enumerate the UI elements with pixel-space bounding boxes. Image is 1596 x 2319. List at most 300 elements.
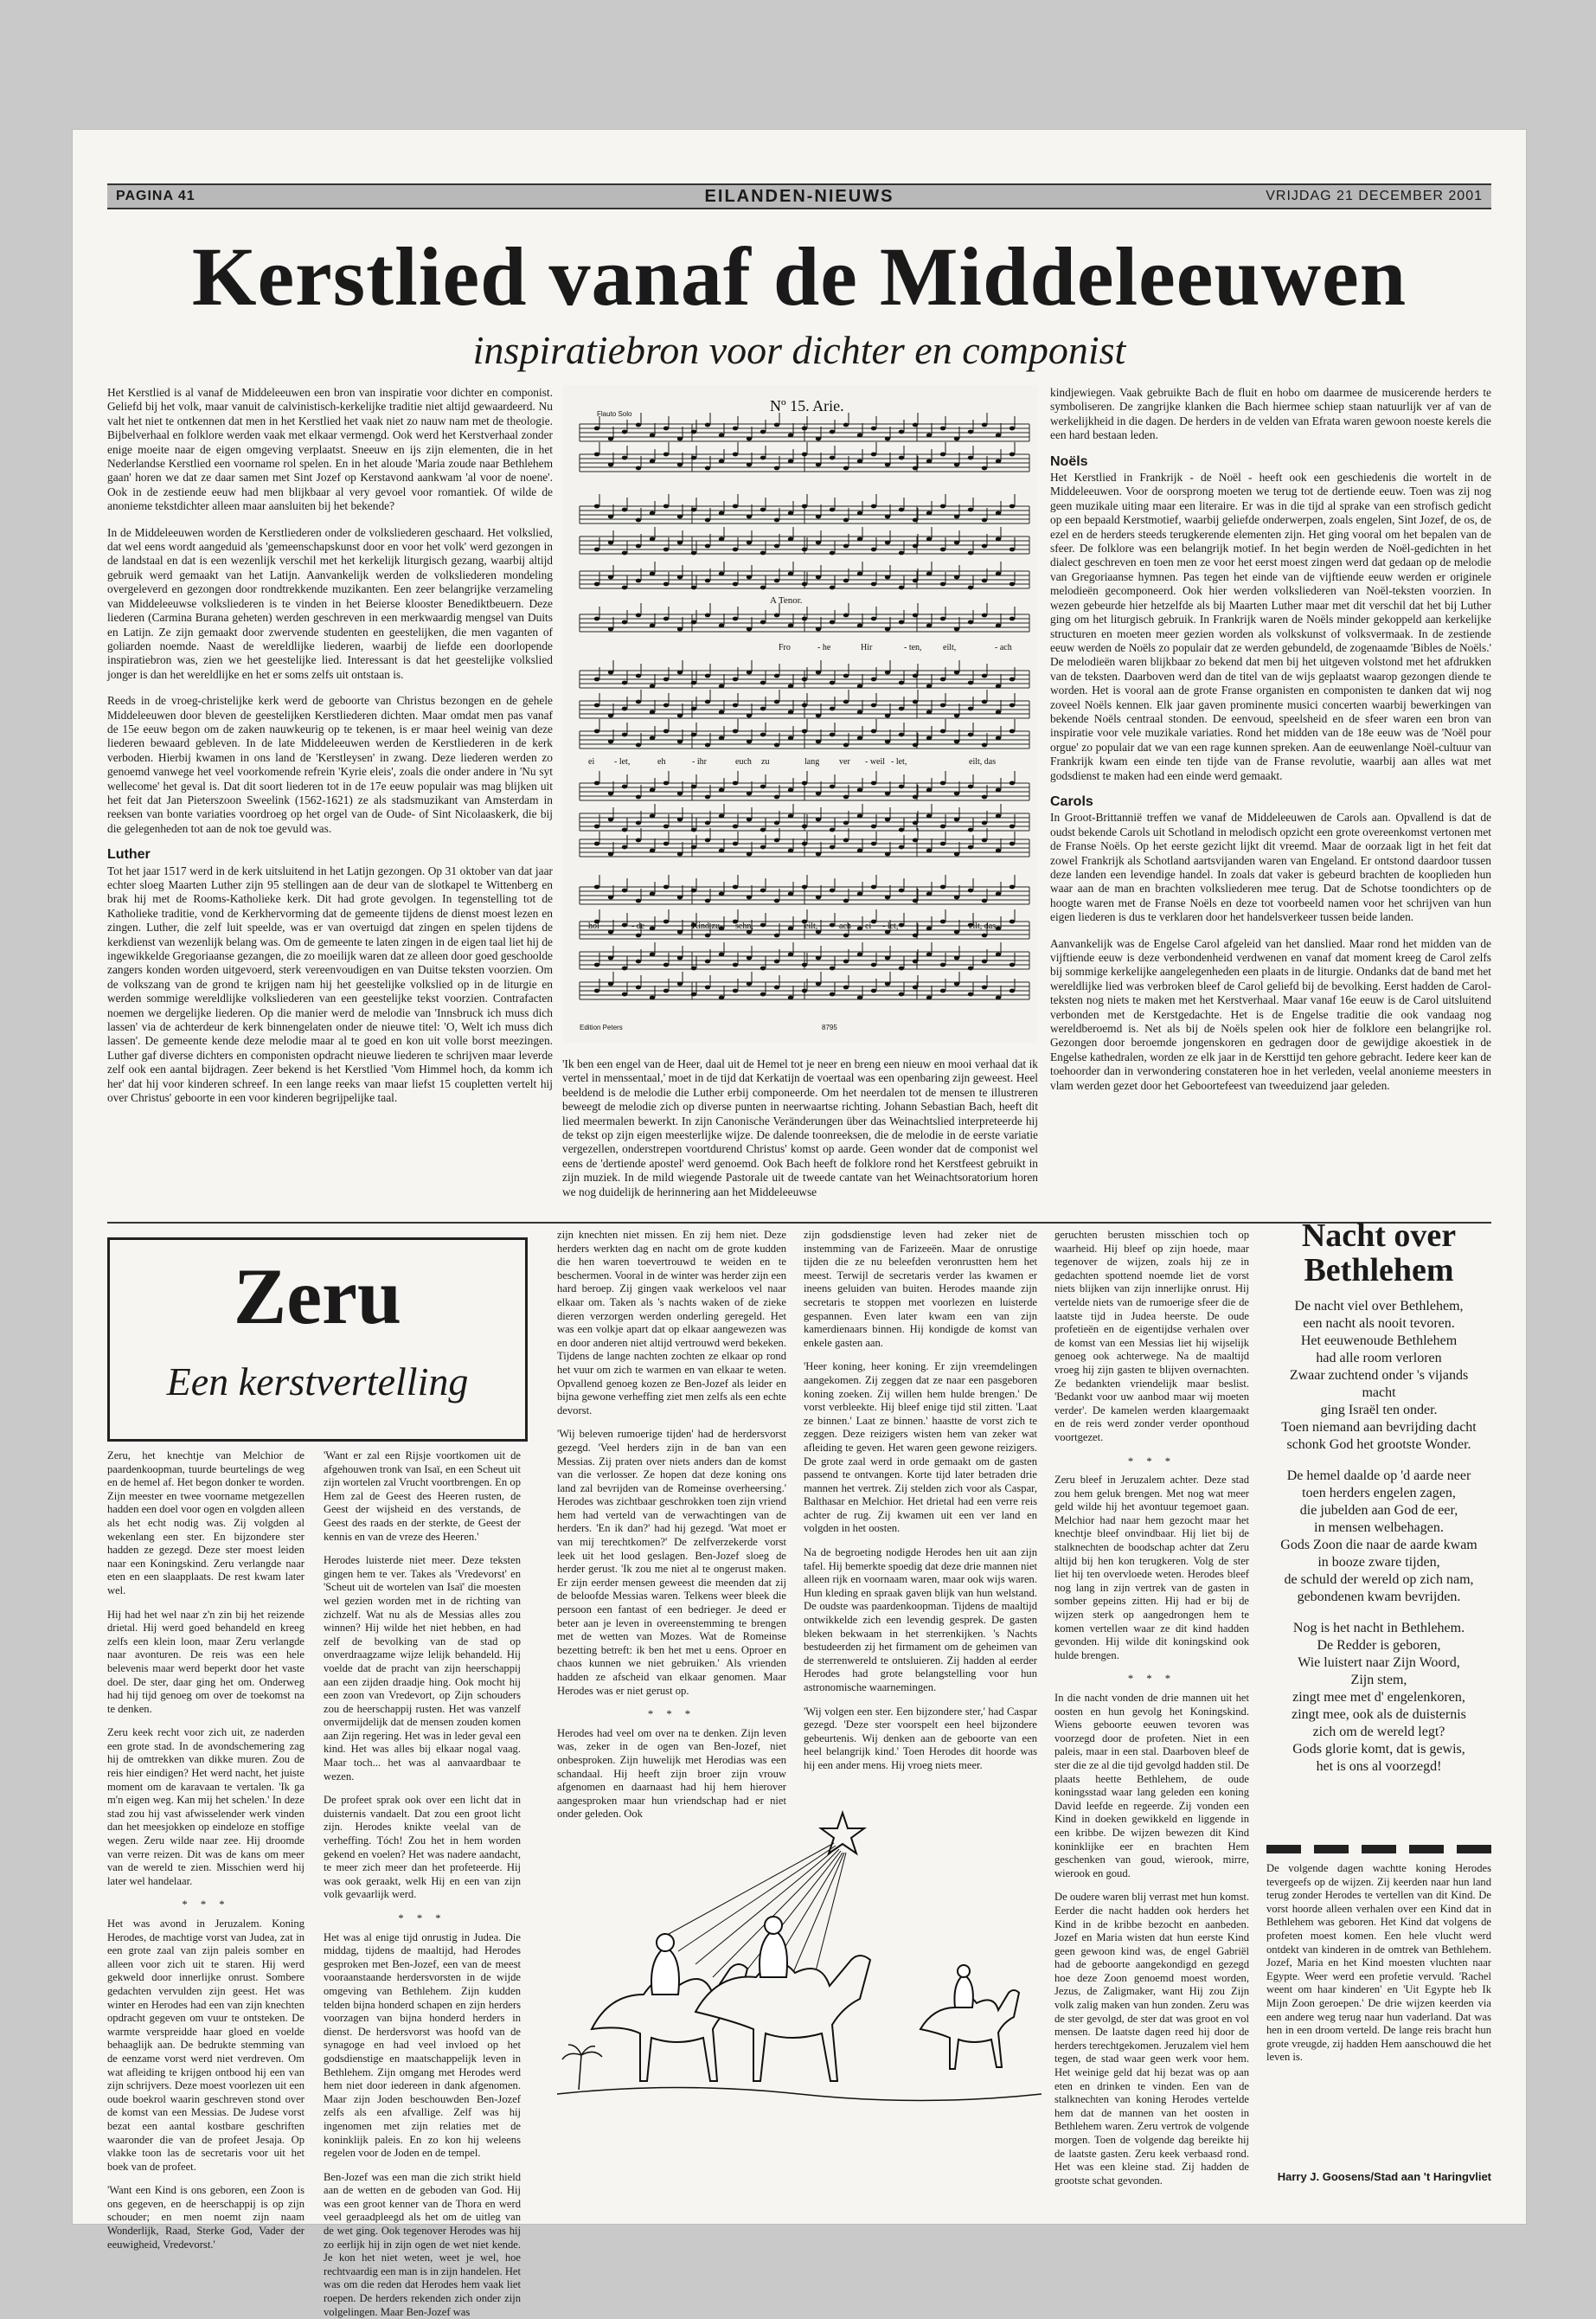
note-head <box>843 899 849 903</box>
note-head <box>968 707 973 711</box>
note-head <box>1010 842 1015 846</box>
newspaper-page <box>73 130 1526 2318</box>
note-head <box>968 681 973 685</box>
note-head <box>982 466 987 471</box>
note-head <box>830 681 835 685</box>
note-head <box>677 740 683 744</box>
note-head <box>691 456 696 460</box>
note-head <box>954 896 959 900</box>
note-head <box>802 548 807 552</box>
note-head <box>802 504 807 509</box>
note-head <box>760 681 766 685</box>
note-head <box>636 986 641 990</box>
note-head <box>1010 617 1015 621</box>
note-head <box>622 681 627 685</box>
note-head <box>663 885 669 890</box>
note-head <box>788 892 793 896</box>
note-head <box>774 795 779 800</box>
score-lyric: ver <box>839 757 850 767</box>
note-head <box>691 967 696 971</box>
note-head <box>608 740 613 744</box>
note-head <box>982 743 987 748</box>
note-head <box>843 795 849 800</box>
story-paragraph: Ben-Jozef was een man die zich strikt hield aan de wetten en de geboden van God. Hij was een groot kenner van de Thora en werd veel geraadpleegd als het om de uitleg van de wet ging. Ook tegenover Herodes was hij zo eerlijk hij in zijn ogen de wet niet kende. Je kon het niet weten, weet je wel, hoe rechtvaardig een man is in zijn handelen. Het was om die reden dat Herodes hem vaak liet roepen. De herders rekenden zich onder zijn volgelingen. Maar Ben-Jozef was <box>324 2170 521 2318</box>
article-paragraph: In Groot-Brittannië treffen we vanaf de Middeleeuwen de Carols aan. Opvallend is dat de oudst bekende Carols uit Schotland in melodisch opzicht een grote overeenkomst vertonen met de Franse Noëls. Op het eerste gezicht lijkt dit vreemd. Maar de oorzaak ligt in het feit dat zowel Frankrijk als Schotland aartsvijanden waren van Engeland. Er ontstond daardoor tussen deze landen een levendige handel. In zoals dat vaker is gebeurd brachten de kooplieden hun waar aan de man en brachten volksliederen mee terug. Dat de Schotse toondichters op de hoogte waren met de Franse Noëls en deze tot voorbeeld namen voor het schrijven van hun eigen liederen is dus te verklaren door het handelsverkeer tussen beide landen. <box>1050 811 1491 924</box>
page-date: VRIJDAG 21 DECEMBER 2001 <box>1266 189 1483 203</box>
note-head <box>774 518 779 523</box>
music-score-figure <box>562 385 1038 1043</box>
story-paragraph: De volgende dagen wachtte koning Herodes tevergeefs op de wijzen. Zij keerden naar hun land terug zonder Herodes te vertellen van dit Kind. De vorst hoorde alleen verhalen over een Kind dat in Bethlehem was geboren. Het Kind dat volgens de profeten moest komen. Een hele vlucht werd ontdekt van kinderen in de omtrek van Bethlehem. Jozef, Maria en het Kind moesten vluchten naar Egypte. Weer werd een profetie vervuld. 'Rachel weent om haar kinderen' en 'Uit Egypte heb Ik Mijn Zoon geroepen.' De drie wijzen keerden via een andere weg terug naar hun vaderland. Dat was hen in een droom verteld. De lange reis bracht hun grote vreugde, zij hadden Hem aanschouwd die het leven is. <box>1266 1862 1491 2064</box>
note-head <box>691 992 696 997</box>
note-head <box>705 743 710 748</box>
note-head <box>650 849 655 853</box>
score-lyric: eh <box>657 757 666 767</box>
note-head <box>636 674 641 678</box>
note-head <box>622 456 627 460</box>
note-head <box>885 671 890 675</box>
note-head <box>954 792 959 796</box>
note-head <box>830 620 835 625</box>
note-head <box>899 551 904 556</box>
note-head <box>705 613 710 618</box>
note-head <box>899 992 904 997</box>
note-head <box>636 934 641 938</box>
note-head <box>594 825 599 829</box>
note-head <box>954 541 959 545</box>
note-head <box>885 463 890 467</box>
note-head <box>830 551 835 556</box>
note-head <box>899 707 904 711</box>
note-head <box>636 899 641 903</box>
note-head <box>996 927 1001 931</box>
note-head <box>830 967 835 971</box>
note-head <box>760 889 766 893</box>
note-head <box>691 785 696 789</box>
note-head <box>747 818 752 822</box>
note-head <box>996 710 1001 715</box>
note-head <box>816 896 821 900</box>
note-head <box>843 838 849 843</box>
score-lyric: Fro <box>779 643 791 652</box>
note-head <box>608 792 613 796</box>
note-head <box>940 885 945 890</box>
note-head <box>982 986 987 990</box>
note-head <box>650 953 655 957</box>
note-head <box>802 703 807 708</box>
article-subtitle: inspiratiebron voor dichter en componist <box>472 328 1126 372</box>
note-head <box>926 572 932 576</box>
note-head <box>636 700 641 704</box>
note-head <box>885 818 890 822</box>
note-head <box>940 729 945 734</box>
note-head <box>608 463 613 467</box>
note-head <box>982 544 987 549</box>
note-head <box>843 960 849 964</box>
note-head <box>636 518 641 523</box>
score-lyric: - let, <box>891 757 907 767</box>
note-head <box>816 852 821 857</box>
story-paragraph: De oudere waren blij verrast met hun komst. Eerder die nacht hadden ook herders het Kind in de kribbe bezocht en aanbeden. Jozef en Maria wisten dat hun eerste Kind geen gewoon kind was, de engel Gabriël had de geboorte aangekondigd en gezegd hoe deze Zoon genoemd moest worden, Jezus, de Zaligmaker, want Hij zou Zijn volk zalig maken van hun zonden. Zeru was de ster gevolgd, de ster dat was groot en vol mensen. De laatste dagen reed hij door de herders terechtgekomen. Jeruzalem viel hem tegen, de stad waar geen werk voor hem. Het weinige geld dat hij bezat was op aan eten en drinken te vinden. Een van de stalknechten van koning Herodes vertelde hem dat de mannen van het oosten in Bethlehem waren. Zeru vertrok de volgende morgen. Toen de volgende dag bereikte hij de laatste gasten. Zeru keek verbaasd rond. Het was een kleine stad. Zij hadden de grootste schat gevonden. <box>1054 1891 1249 2187</box>
article-paragraph: kindjewiegen. Vaak gebruikte Bach de fluit en hobo om daarmee de musicerende herders te symboliseren. De zangrijke klanken die Bach hiermee schiep staan natuurlijk ver af van de werkelijkheid in die dagen. De herders in de velden van Efrata waren gewoon noeste kerels die een hard bestaan leden. <box>1050 386 1491 442</box>
note-head <box>747 740 752 744</box>
note-head <box>926 892 932 896</box>
note-head <box>747 627 752 632</box>
three-kings-camels-illustration <box>557 1795 1042 2111</box>
note-head <box>802 989 807 993</box>
note-head <box>719 892 724 896</box>
note-head <box>926 710 932 715</box>
note-head <box>636 423 641 427</box>
note-head <box>913 518 918 523</box>
poem-stanza: Nog is het nacht in Bethlehem. De Redder is geboren, Wie luistert naar Zijn Woord, Zijn stem, zingt mee met d' engelenkoren, zingt mee, ook als de duisternis zich om de wereld legt? Gods glorie komt, dat is gewis, het is ons al voorzegd! <box>1292 1621 1466 1774</box>
note-head <box>871 989 876 993</box>
note-head <box>719 511 724 516</box>
note-head <box>913 934 918 938</box>
note-head <box>705 899 710 903</box>
note-head <box>885 852 890 857</box>
note-head <box>594 781 599 786</box>
note-head <box>663 825 669 829</box>
score-lyric: - he <box>817 643 831 652</box>
star-separator-icon: * * * <box>1127 1673 1176 1686</box>
note-head <box>650 511 655 516</box>
note-head <box>747 437 752 441</box>
note-head <box>982 934 987 938</box>
note-head <box>871 453 876 457</box>
story-paragraph: Herodes had veel om over na te denken. Zijn leven was, zeker in de ogen van Ben-Jozef, niet onbesproken. Zijn huwelijk met Herodias was een schandaal. Hij heeft zijn broer zijn vrouw afgenomen en daarnaast had hij hem hierover aangesproken maar hun vriendschap had er niet onder geleden. Ook <box>557 1726 786 1821</box>
note-head <box>677 982 683 986</box>
note-head <box>857 434 862 438</box>
note-head <box>608 852 613 857</box>
story-column-4 <box>804 1229 1037 1783</box>
note-head <box>913 838 918 843</box>
note-head <box>816 956 821 960</box>
note-head <box>608 982 613 986</box>
note-head <box>926 953 932 957</box>
note-head <box>968 620 973 625</box>
note-head <box>719 736 724 741</box>
note-head <box>774 899 779 903</box>
note-head <box>802 582 807 587</box>
story-title: Zeru <box>233 1252 402 1340</box>
note-head <box>747 463 752 467</box>
note-head <box>608 575 613 580</box>
story-paragraph: Herodes luisterde niet meer. Deze teksten gingen hem te ver. Takes als 'Vredevorst' en 'Scheut uit de wortelen van Isaï' die moesten wel gezien worden met in de richting van zichzelf. Wat nu als de Messias alles zou winnen? Hij wilde het niet hebben, en had zelf de bevolking van de stad op onverdraagzame wijze lelijk behandeld. Hij voelde dat de pracht van zijn heerschappij aan een zijden draadje hing. Ook mocht hij een zoon van Vredevort, op Zijn schouders zou de heerschappij rusten. Het was vanzelf onvermijdelijk dat de mensen zouden komen aan Zijn regering. Het was in leder geval een kind. Het was alles bij elkaar nogal vaag. Maar toch... het was al aanvaardbaar te wezen. <box>324 1554 521 1783</box>
story-paragraph: 'Heer koning, heer koning. Er zijn vreemdelingen aangekomen. Zij zeggen dat ze naar een pasgeboren koning zoeken. Zij willen hem hulde brengen.' De vorst verbleekte. Hij bleef enige tijd stil zitten. 'Laat ze binnen.' Laat ze binnen.' haastte de vorst zich te zeggen. Deze reizigers wisten hem van zeker wat afleiding te geven. Het waren geen gewone reizigers. De grote zaal werd in orde gemaakt om de gasten passend te ontvangen. Korte tijd later betraden drie mannen het vertrek. Zij stelden zich voor als Caspar, Balthasar en Melchior. Het drietal had een verre reis achter de rug. Zij kwamen uit een ver land en volgden in het oosten. <box>804 1360 1037 1535</box>
note-head <box>663 781 669 786</box>
note-head <box>788 996 793 1000</box>
note-head <box>968 430 973 434</box>
note-head <box>816 515 821 519</box>
article-paragraph: Tot het jaar 1517 werd in de kerk uitsluitend in het Latijn gezongen. Op 31 oktober van dat jaar echter sloeg Maarten Luther zijn 95 stellingen aan de deur van de slotkapel te Wittenberg en brak hij met de Rooms-Katholieke kerk. Dit had grote gevolgen. In tegenstelling tot de Katholieke traditie, vond de Kerkhervorming dat de gemeente tijdens de dienst moest lezen en zingen. Luther, die zelf luit speelde, was er van overtuigd dat zingen en spelen tijdens de kerkdienst van wezenlijk belang was. Om de gemeente te laten zingen in de eigen taal liet hij de ingewikkelde Gregoriaanse gezangen, die zo moeilijk waren dat ze alleen door goed geschoolde zangers konden worden uitgevoerd, sterk vereenvoudigen en van Duitse teksten voorzien. Om de volkszang van de grond te krijgen nam hij het geestelijke volkslied op in de liturgie en werden sommige wereldlijke volksliederen van een geestelijke tekst voorzien. Contrafacten noemen we dergelijke liederen. Op die manier werd de melodie van 'Innsbruck ich muss dich lassen' via de achterdeur de kerk binnengelaten onder de nieuwe titel: 'O, Welt ich muss dich lassen'. De gemeente kende deze melodie maar al te goed en kon uit volle borst meezingen. Luther gaf diverse dichters en componisten opdracht nieuwe liederen te schrijven maar leverde zelf ook een aantal bijdragen. Zeer bekend is het Kerstlied 'Vom Himmel hoch, da komm ich her' dat hij voor kinderen schreef. In een lange reeks van maar liefst 15 coupletten vertelt hij over Christus' geboorte in een voor kinderen begrijpelijke taal. <box>107 864 553 1105</box>
note-head <box>843 518 849 523</box>
article-paragraph: 'Ik ben een engel van de Heer, daal uit de Hemel tot je neer en breng een nieuw en mooi verhaal dat ik vertel in menssentaal,' moet in de tijd dat Kerkatijn de voertaal was een openbaring zijn geweest. Heel beeldend is de melodie die Luther erbij componeerde. Om het neerdalen tot de mensen te illustreren beweegt de melodie zich op diverse punten in neerwaartse richting. Johann Sebastian Bach, heeft dit lied meermalen bewerkt. In zijn Canonische Veränderungen über das Weinachtslied interpreteerde hij de tekst op zijn eigen meesterlijke wijze. De dalende toonreeksen, die de melodie in de eerste variatie vergezellen, onderstrepen voortdurend Christus' komst op aarde. Geen wonder dat de componist wel eens de 'dertiende apostel' werd genoemd. Ook Bach heeft de folklore rond het Kerstfeest gebruikt in zijn muziek. In de mild wiegende Pastorale uit de tweede cantate van het Weinachtsoratorium horen we nog duidelijk de herinnering aan het Middeleeuwse <box>562 1057 1038 1198</box>
note-head <box>774 838 779 843</box>
note-head <box>968 967 973 971</box>
note-head <box>885 740 890 744</box>
note-head <box>1010 825 1015 829</box>
note-head <box>843 986 849 990</box>
note-head <box>802 678 807 682</box>
article-column-3 <box>1050 386 1491 1105</box>
note-head <box>733 617 738 621</box>
note-head <box>760 967 766 971</box>
score-lyric: - weil <box>865 757 886 767</box>
note-head <box>650 434 655 438</box>
note-head <box>677 515 683 519</box>
score-lyric: lang <box>804 757 820 767</box>
story-column-6 <box>1266 1862 1491 2156</box>
note-head <box>899 785 904 789</box>
note-head <box>802 729 807 734</box>
note-head <box>719 849 724 853</box>
note-head <box>857 710 862 715</box>
story-paragraph: geruchten berusten misschien toch op waarheid. Hij bleef op zijn hoede, maar tegenover de wijzen, zoals hij ze in gedachten spottend noemde liet de vorst niets blijken van zijn innerlijke onrust. Hij vertelde niets van de rumoerige sfeer die de laatste tijd in Judea heerste. De oude profetieën en de eigentijdse verhalen over de komst van een Messias liet hij wijselijk genoeg ook achterwege. Na de maaltijd vroeg hij zijn gasten te blijven overnachten. Ze bedankten vriendelijk maar beslist. 'Bedankt voor uw aanbod maar wij moeten verder'. De kamelen werden klaargemaakt en de reis werd zonder verder oponthoud voortgezet. <box>1054 1229 1249 1443</box>
note-head <box>705 960 710 964</box>
note-head <box>594 989 599 993</box>
note-head <box>705 579 710 583</box>
note-head <box>650 788 655 793</box>
note-head <box>885 541 890 545</box>
note-head <box>705 466 710 471</box>
note-head <box>1010 963 1015 967</box>
score-lyric: sehn, <box>735 922 753 931</box>
note-head <box>760 551 766 556</box>
note-head <box>830 430 835 434</box>
note-head <box>857 572 862 576</box>
note-head <box>816 982 821 986</box>
note-head <box>705 518 710 523</box>
score-lyric: Kind zu <box>692 922 720 931</box>
note-head <box>982 960 987 964</box>
poem-stanza: De nacht viel over Bethlehem, een nacht als nooit tevoren. Het eeuwenoude Bethlehem had alle room verloren Zwaar zuchtend onder 's vijands macht ging Israël ten onder. Toen niemand aan bevrijding dacht schonk God het grootste Wonder. <box>1281 1299 1477 1452</box>
note-head <box>871 548 876 552</box>
score-lyric: eilt, das <box>969 922 997 931</box>
note-head <box>1010 582 1015 587</box>
note-head <box>719 459 724 464</box>
note-head <box>760 430 766 434</box>
note-head <box>802 781 807 786</box>
note-head <box>954 463 959 467</box>
note-head <box>760 508 766 512</box>
note-head <box>982 700 987 704</box>
note-head <box>816 437 821 441</box>
note-head <box>913 613 918 618</box>
note-head <box>857 459 862 464</box>
score-lyric: euch <box>735 757 752 767</box>
story-paragraph: Het was al enige tijd onrustig in Judea. Die middag, tijdens de maaltijd, had Herodes gesproken met Ben-Jozef, een van de meest vooraanstaande herdersvorsten in de wijde omgeving van Bethlehem. Zijn kudden telden bijna honderd schapen en zijn herders voorzagen van bijna honderd herders in dienst. De herdersvorst was hoofd van de synagoge en had veel invloed op het godsdienstige en maatschappelijk leven in Bethlehem. Zijn omgang met Herodes werd hem niet door iedereen in dank afgenomen. Maar zijn Joden beschouwden Ben-Jozef zelfs als een afvallige. Zelf was hij ingenomen met zijn relaties met de koninklijk paleis. En zo kon hij weleens regelen voor de Joden en de tempel. <box>324 1930 521 2160</box>
note-head <box>830 828 835 832</box>
note-head <box>636 838 641 843</box>
note-head <box>650 572 655 576</box>
note-head <box>594 548 599 552</box>
note-head <box>871 617 876 621</box>
note-head <box>622 733 627 737</box>
note-head <box>733 729 738 734</box>
note-head <box>747 852 752 857</box>
note-head <box>747 792 752 796</box>
note-head <box>774 544 779 549</box>
note-head <box>719 788 724 793</box>
note-head <box>899 681 904 685</box>
note-head <box>885 714 890 718</box>
note-head <box>747 671 752 675</box>
note-head <box>760 923 766 928</box>
note-head <box>816 541 821 545</box>
note-head <box>733 678 738 682</box>
note-head <box>940 617 945 621</box>
note-head <box>774 821 779 825</box>
note-head <box>774 466 779 471</box>
note-head <box>871 678 876 682</box>
note-head <box>830 508 835 512</box>
note-head <box>733 825 738 829</box>
story-column-5 <box>1054 1229 1249 2198</box>
note-head <box>940 678 945 682</box>
note-head <box>622 828 627 832</box>
note-head <box>802 617 807 621</box>
note-head <box>913 700 918 704</box>
note-head <box>843 613 849 618</box>
note-head <box>663 963 669 967</box>
note-head <box>691 889 696 893</box>
note-head <box>940 842 945 846</box>
note-head <box>733 582 738 587</box>
note-head <box>788 434 793 438</box>
note-head <box>857 849 862 853</box>
note-head <box>650 537 655 542</box>
story-subtitle: Een kerstvertelling <box>166 1359 469 1404</box>
section-heading-noels: Noëls <box>1050 453 1088 469</box>
note-head <box>996 511 1001 516</box>
note-head <box>594 885 599 890</box>
note-head <box>982 579 987 583</box>
score-lyric: ei <box>865 922 872 931</box>
note-head <box>594 678 599 682</box>
note-head <box>677 463 683 467</box>
note-head <box>705 795 710 800</box>
note-head <box>663 453 669 457</box>
note-head <box>857 814 862 819</box>
note-head <box>594 842 599 846</box>
note-head <box>622 707 627 711</box>
note-head <box>663 617 669 621</box>
note-head <box>857 511 862 516</box>
note-head <box>747 575 752 580</box>
note-head <box>885 437 890 441</box>
note-head <box>982 674 987 678</box>
note-head <box>926 434 932 438</box>
note-head <box>608 956 613 960</box>
note-head <box>691 707 696 711</box>
note-head <box>663 729 669 734</box>
score-lyric: hol <box>588 922 599 931</box>
note-head <box>816 792 821 796</box>
note-head <box>650 927 655 931</box>
note-head <box>885 515 890 519</box>
story-column-3 <box>557 1229 786 1821</box>
note-head <box>788 953 793 957</box>
story-paragraph: Het was avond in Jeruzalem. Koning Herodes, de machtige vorst van Judea, zat in een grote zaal van zijn paleis somber en alleen voor zich uit te staren. Hij werd gekweld door innerlijke onrust. Sombere gedachten vervulden zijn geest. Het was winter en Herodes had een van zijn knechten opdracht gegeven om vuur te ontsteken. De warmte verspreidde haar gloed en voelde behaaglijk aan. De bedrukte stemming van de eenzame vorst werd niet verdreven. Om wat afleiding te krijgen ontbood hij een van zijn schrijvers. Deze moest voorlezen uit een oude boekrol waarin geschreven stond over de komst van een Messias. De Judese vorst bezat een aantal kostbare geschriften waaronder die van de profeet Jesaja. Op vlakke toon las de secretaris voor uit het boek van de profeet. <box>107 1918 304 2173</box>
note-head <box>816 740 821 744</box>
note-head <box>913 674 918 678</box>
note-head <box>622 923 627 928</box>
note-head <box>899 923 904 928</box>
note-head <box>885 896 890 900</box>
note-head <box>663 548 669 552</box>
note-head <box>622 785 627 789</box>
note-head <box>899 967 904 971</box>
note-head <box>663 920 669 924</box>
note-head <box>774 674 779 678</box>
note-head <box>733 453 738 457</box>
score-lyric: - ten, <box>904 643 922 652</box>
note-head <box>788 814 793 819</box>
note-head <box>1010 504 1015 509</box>
note-head <box>996 537 1001 542</box>
note-head <box>788 684 793 689</box>
note-head <box>788 927 793 931</box>
note-head <box>705 838 710 843</box>
note-head <box>857 684 862 689</box>
note-head <box>636 544 641 549</box>
note-head <box>608 714 613 718</box>
note-head <box>719 537 724 542</box>
note-head <box>968 992 973 997</box>
note-head <box>677 896 683 900</box>
note-head <box>774 743 779 748</box>
article-paragraph: Reeds in de vroeg-christelijke kerk werd de geboorte van Christus bezongen en de gehele Middeleeuwen door bleven de geestelijken Kerstliederen dichten. Maar omdat men pas vanaf de 15e eeuw begon om de zaken nauwkeurig op te tekenen, is er maar heel weinig van deze liederen bewaard gebleven. In de late Middeleeuwen werden de Kerstliederen in de kerk verboden. Hierbij kwamen in ons land de 'Kerstleysen' in zwang. Deze liederen werden zo genoemd vanwege het veel voorkomende refrein 'Kyrie eleis', zoals die onder andere in 'Nu syt wellecome' het geval is. Dat dit soort liederen tot in de 17e eeuw populair was mag blijken uit het feit dat Jan Pieterszoon Sweelink (1562-1621) ze als stadsmuzikant van Amsterdam in reeksen van bonte variaties voordroeg op het orgel van de Oude- of Sint Nicolaaskerk, die bij die gelegenheden tot aan de nok toe gevuld was. <box>107 694 553 835</box>
note-head <box>691 551 696 556</box>
note-head <box>733 989 738 993</box>
note-head <box>996 892 1001 896</box>
note-head <box>913 544 918 549</box>
note-head <box>594 504 599 509</box>
note-head <box>982 518 987 523</box>
note-head <box>594 617 599 621</box>
note-head <box>954 671 959 675</box>
note-head <box>968 889 973 893</box>
note-head <box>843 821 849 825</box>
note-head <box>594 703 599 708</box>
note-head <box>719 624 724 628</box>
note-head <box>1010 885 1015 890</box>
note-head <box>677 930 683 935</box>
note-head <box>1010 427 1015 431</box>
note-head <box>691 586 696 590</box>
story-column-2 <box>324 1449 521 2318</box>
note-head <box>871 427 876 431</box>
story-paragraph: Zeru keek recht voor zich uit, ze naderden een grote stad. In de avondschemering zag hij de omtrekken van dikke muren. Zou de reis hier eindigen? Het werd nacht, het juiste moment om de karavaan te vertalen. 'Ik ga m'n eigen weg. Kan mij het schelen.' In deze stad zou hij vast afwisselender werk vinden dan het meesjokken op eindeloze en stoffige wegen. Zeru wilde naar zee. Hij droomde van verre reizen. Dit was de kans om meer van de wereld te zien. Misschien werd hij later wel handelaar. <box>107 1726 304 1887</box>
note-head <box>843 743 849 748</box>
story-paragraph: zijn godsdienstige leven had zeker niet de instemming van de Farizeeën. Maar de onrustige tijden die ze nu beleefden veronrustten hem het meest. Terwijl de secretaris verder las kwamen er ineens geluiden van buiten. Herodes maande zijn secretaris te stoppen met voorlezen en luisterde gespannen. Even later kwam een van zijn kamerdienaars binnen. Hij kondigde de komst van enkele gasten aan. <box>804 1229 1037 1349</box>
note-head <box>594 582 599 587</box>
star-separator-icon: * * * <box>182 1898 230 1911</box>
note-head <box>996 572 1001 576</box>
note-head <box>650 624 655 628</box>
note-head <box>760 456 766 460</box>
note-head <box>996 814 1001 819</box>
note-head <box>788 459 793 464</box>
note-head <box>830 785 835 789</box>
note-head <box>843 674 849 678</box>
note-head <box>663 989 669 993</box>
note-head <box>802 453 807 457</box>
note-head <box>663 504 669 509</box>
note-head <box>747 515 752 519</box>
note-head <box>663 703 669 708</box>
note-head <box>1010 453 1015 457</box>
